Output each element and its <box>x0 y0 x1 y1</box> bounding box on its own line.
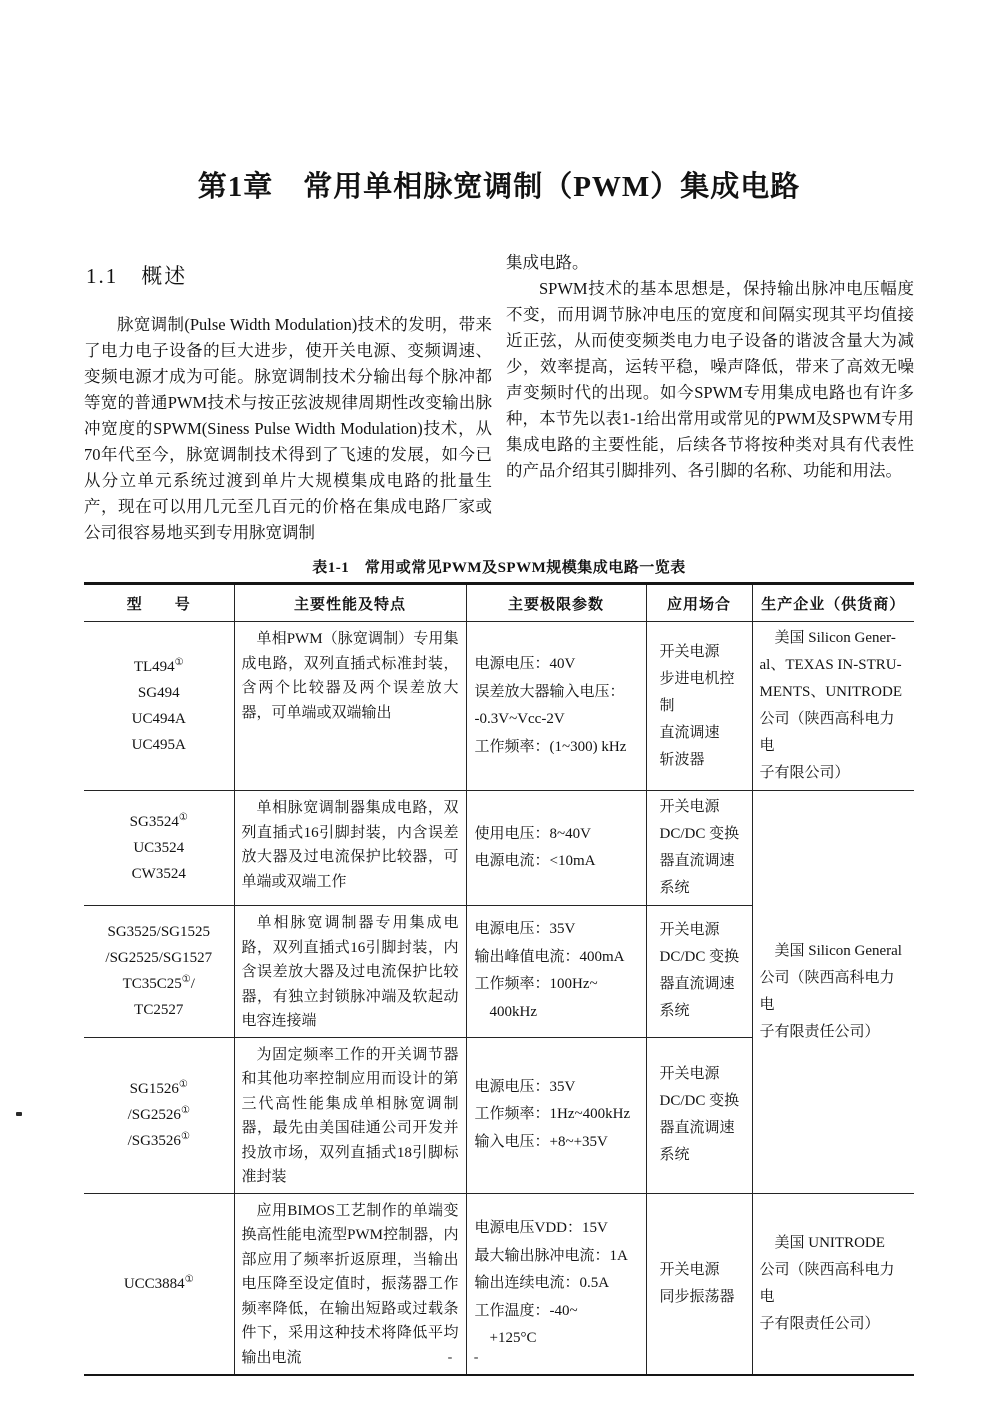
col-header-limits: 主要极限参数 <box>466 584 646 622</box>
footnote-mark: ① <box>178 1079 188 1090</box>
chapter-title: 第1章 常用单相脉宽调制（PWM）集成电路 <box>197 171 801 203</box>
features-text: 单相脉宽调制器专用集成电路，双列直插式16引脚封装，内含误差放大器及过电流保护比较器，有独立封锁脉冲端及软起动电容连接端 <box>241 915 459 1029</box>
application-item: 开关电源 <box>659 643 720 660</box>
manufacturer-text: 美国 Silicon General <box>759 942 902 959</box>
limits-cell <box>466 1037 646 1193</box>
model-number: SG3525/SG1525 <box>107 924 211 941</box>
table-row <box>84 1193 914 1375</box>
limit-parameter: -0.3V~Vcc-2V <box>474 711 565 727</box>
model-number: TC35C25①/ <box>122 974 195 993</box>
application-item: 开关电源 <box>659 799 720 815</box>
features-cell <box>234 906 466 1038</box>
footnote-mark: ① <box>180 1131 190 1142</box>
manufacturer-cell <box>752 791 914 1194</box>
model-number: /SG2526① <box>127 1105 190 1123</box>
limit-parameter: 输出峰值电流：400mA <box>474 948 625 965</box>
features-cell <box>234 1193 466 1375</box>
model-cell <box>84 1193 234 1375</box>
col-header-applications: 应用场合 <box>646 584 752 622</box>
model-number: SG3524① <box>129 812 188 830</box>
table-caption: 表1-1 常用或常见PWM及SPWM规模集成电路一览表 <box>312 560 686 576</box>
application-item: DC/DC 变换器直流调速系统 <box>659 826 740 896</box>
limits-cell <box>466 791 646 906</box>
limits-cell <box>466 1193 646 1375</box>
applications-cell <box>646 791 752 906</box>
applications-cell <box>646 1037 752 1193</box>
model-number: /SG3526① <box>127 1131 190 1149</box>
intro-paragraph-right: SPWM技术的基本思想是，保持输出脉冲电压幅度不变，而用调节脉冲电压的宽度和间隔实现其平均值接近正弦，从而使变频类电力电子设备的谐波含量大为减少，效率提高，运转平稳，噪声降低，带来了高效无噪声变频时代的出现。如今SPWM专用集成电路也有许多种，本节先以表1-1给出常用或常见的PWM及SPWM专用集成电路的主要性能，后续各节将按种类对具有代表性的产品介绍其引脚排列、各引脚的名称、功能和用法。 <box>506 279 914 480</box>
applications-cell <box>646 1193 752 1375</box>
manufacturer-text: 子有限责任公司） <box>759 1023 880 1040</box>
limit-parameter: 使用电压：8~40V <box>474 825 591 842</box>
model-number: SG494 <box>137 685 180 701</box>
limit-parameter: 400kHz <box>474 1003 537 1020</box>
features-cell <box>234 791 466 906</box>
features-cell <box>234 1037 466 1193</box>
table-row <box>84 622 914 791</box>
intro-two-columns <box>84 250 914 546</box>
limit-parameter: 最大输出脉冲电流：1A <box>474 1247 628 1264</box>
limit-parameter: 电源电压：35V <box>474 921 576 938</box>
limits-cell <box>466 906 646 1038</box>
limit-parameter: 电源电压：40V <box>474 656 576 672</box>
manufacturer-text: MENTS、UNITRODE <box>759 684 902 700</box>
application-item: 开关电源 <box>659 922 720 939</box>
model-number: UC495A <box>131 737 186 753</box>
model-cell <box>84 1037 234 1193</box>
model-cell <box>84 791 234 906</box>
application-item: 同步振荡器 <box>659 1288 735 1305</box>
page-number: - - <box>447 1350 479 1365</box>
model-number: SG1526① <box>129 1079 188 1097</box>
model-number: /SG2525/SG1527 <box>105 950 213 967</box>
table-row <box>84 791 914 906</box>
pwm-ic-table <box>84 582 914 1376</box>
limit-parameter: 输出连续电流：0.5A <box>474 1275 610 1291</box>
limit-parameter: 工作频率：(1~300) kHz <box>474 738 627 755</box>
model-number: TC2527 <box>134 1002 184 1019</box>
applications-cell <box>646 622 752 791</box>
footnote-mark: ① <box>181 974 191 986</box>
limit-parameter: 工作频率：1Hz~400kHz <box>474 1106 631 1123</box>
manufacturer-text: 公司（陕西高科电力电 <box>759 711 895 754</box>
manufacturer-text: 子有限公司） <box>759 765 850 781</box>
limit-parameter: 工作温度：-40~ <box>474 1302 578 1319</box>
footnote-mark: ① <box>178 812 188 823</box>
features-text: 单相脉宽调制器集成电路，双列直插式16引脚封装，内含误差放大器及过电流保护比较器，可单端或双端工作 <box>241 800 459 890</box>
footnote-mark: ① <box>180 1105 190 1116</box>
model-number: TL494① <box>133 657 184 675</box>
features-text: 单相PWM（脉宽调制）专用集成电路，双列直插式标准封装，含两个比较器及两个误差放大器，可单端或双端输出 <box>241 631 459 721</box>
application-item: 斩波器 <box>659 751 705 768</box>
model-number: UC494A <box>131 711 186 727</box>
margin-speck <box>16 1112 22 1116</box>
model-number: CW3524 <box>131 866 186 882</box>
table-body <box>84 622 914 1376</box>
col-header-model: 型 号 <box>84 584 234 622</box>
application-item: DC/DC 变换器直流调速系统 <box>659 949 740 1020</box>
col-header-manufacturer: 生产企业（供货商） <box>752 584 914 622</box>
model-cell <box>84 906 234 1038</box>
manufacturer-cell <box>752 622 914 791</box>
limits-cell <box>466 622 646 791</box>
features-text: 应用BIMOS工艺制作的单端变换高性能电流型PWM控制器，内部应用了频率折返原理，当输出电压降至设定值时，振荡器工作频率降低，在输出短路或过载条件下，采用这种技术将降低平均输出电流 <box>241 1202 459 1366</box>
limit-parameter: 工作频率：100Hz~ <box>474 976 598 993</box>
features-text: 为固定频率工作的开关调节器和其他功率控制应用而设计的第三代高性能集成单相脉宽调制器，最先由美国硅通公司开发并投放市场，双列直插式18引脚标准封装 <box>241 1046 459 1185</box>
manufacturer-text: 美国 UNITRODE <box>759 1234 885 1251</box>
limit-parameter: +125°C <box>474 1330 537 1346</box>
application-item: 步进电机控制 <box>659 670 735 714</box>
manufacturer-text: 子有限责任公司） <box>759 1315 880 1332</box>
model-number: UC3524 <box>133 840 185 856</box>
table-header-row <box>84 584 914 622</box>
col-header-features: 主要性能及特点 <box>234 584 466 622</box>
manufacturer-text: al、TEXAS IN-STRU- <box>759 657 902 673</box>
intro-continuation: 集成电路。 <box>506 253 589 272</box>
limit-parameter: 电源电压：35V <box>474 1078 576 1095</box>
manufacturer-text: 美国 Silicon Gener- <box>759 630 896 646</box>
manufacturer-text: 公司（陕西高科电力电 <box>759 969 895 1013</box>
model-number: UCC3884① <box>123 1273 194 1292</box>
page-content <box>84 0 914 1376</box>
features-cell <box>234 622 466 791</box>
footnote-mark: ① <box>174 657 184 668</box>
intro-left-column <box>84 250 492 546</box>
limit-parameter: 电源电压VDD：15V <box>474 1220 608 1236</box>
limit-parameter: 误差放大器输入电压： <box>474 683 625 700</box>
model-cell <box>84 622 234 791</box>
manufacturer-text: 公司（陕西高科电力电 <box>759 1261 895 1305</box>
application-item: 直流调速 <box>659 724 720 741</box>
intro-paragraph-left: 脉宽调制(Pulse Width Modulation)技术的发明，带来了电力电子设备的巨大进步，使开关电源、变频调速、变频电源才成为可能。脉宽调制技术分输出每个脉冲都等宽的普通PWM技术与按正弦波规律周期性改变输出脉冲宽度的SPWM(Siness Pulse Width Modulation)技术，从70年代至今，脉宽调制技术得到了飞速的发展，如今已从分立单元系统过渡到单片大规模集成电路的批量生产，现在可以用几元至几百元的价格在集成电路厂家或公司很容易地买到专用脉宽调制 <box>84 315 492 542</box>
limit-parameter: 电源电流：<10mA <box>474 853 596 869</box>
intro-right-column <box>506 250 914 546</box>
applications-cell <box>646 906 752 1038</box>
application-item: DC/DC 变换器直流调速系统 <box>659 1093 740 1163</box>
application-item: 开关电源 <box>659 1261 720 1278</box>
manufacturer-cell <box>752 1193 914 1375</box>
limit-parameter: 输入电压：+8~+35V <box>474 1133 608 1150</box>
footnote-mark: ① <box>184 1273 194 1285</box>
section-heading: 1.1 概述 <box>86 264 188 288</box>
application-item: 开关电源 <box>659 1066 720 1082</box>
